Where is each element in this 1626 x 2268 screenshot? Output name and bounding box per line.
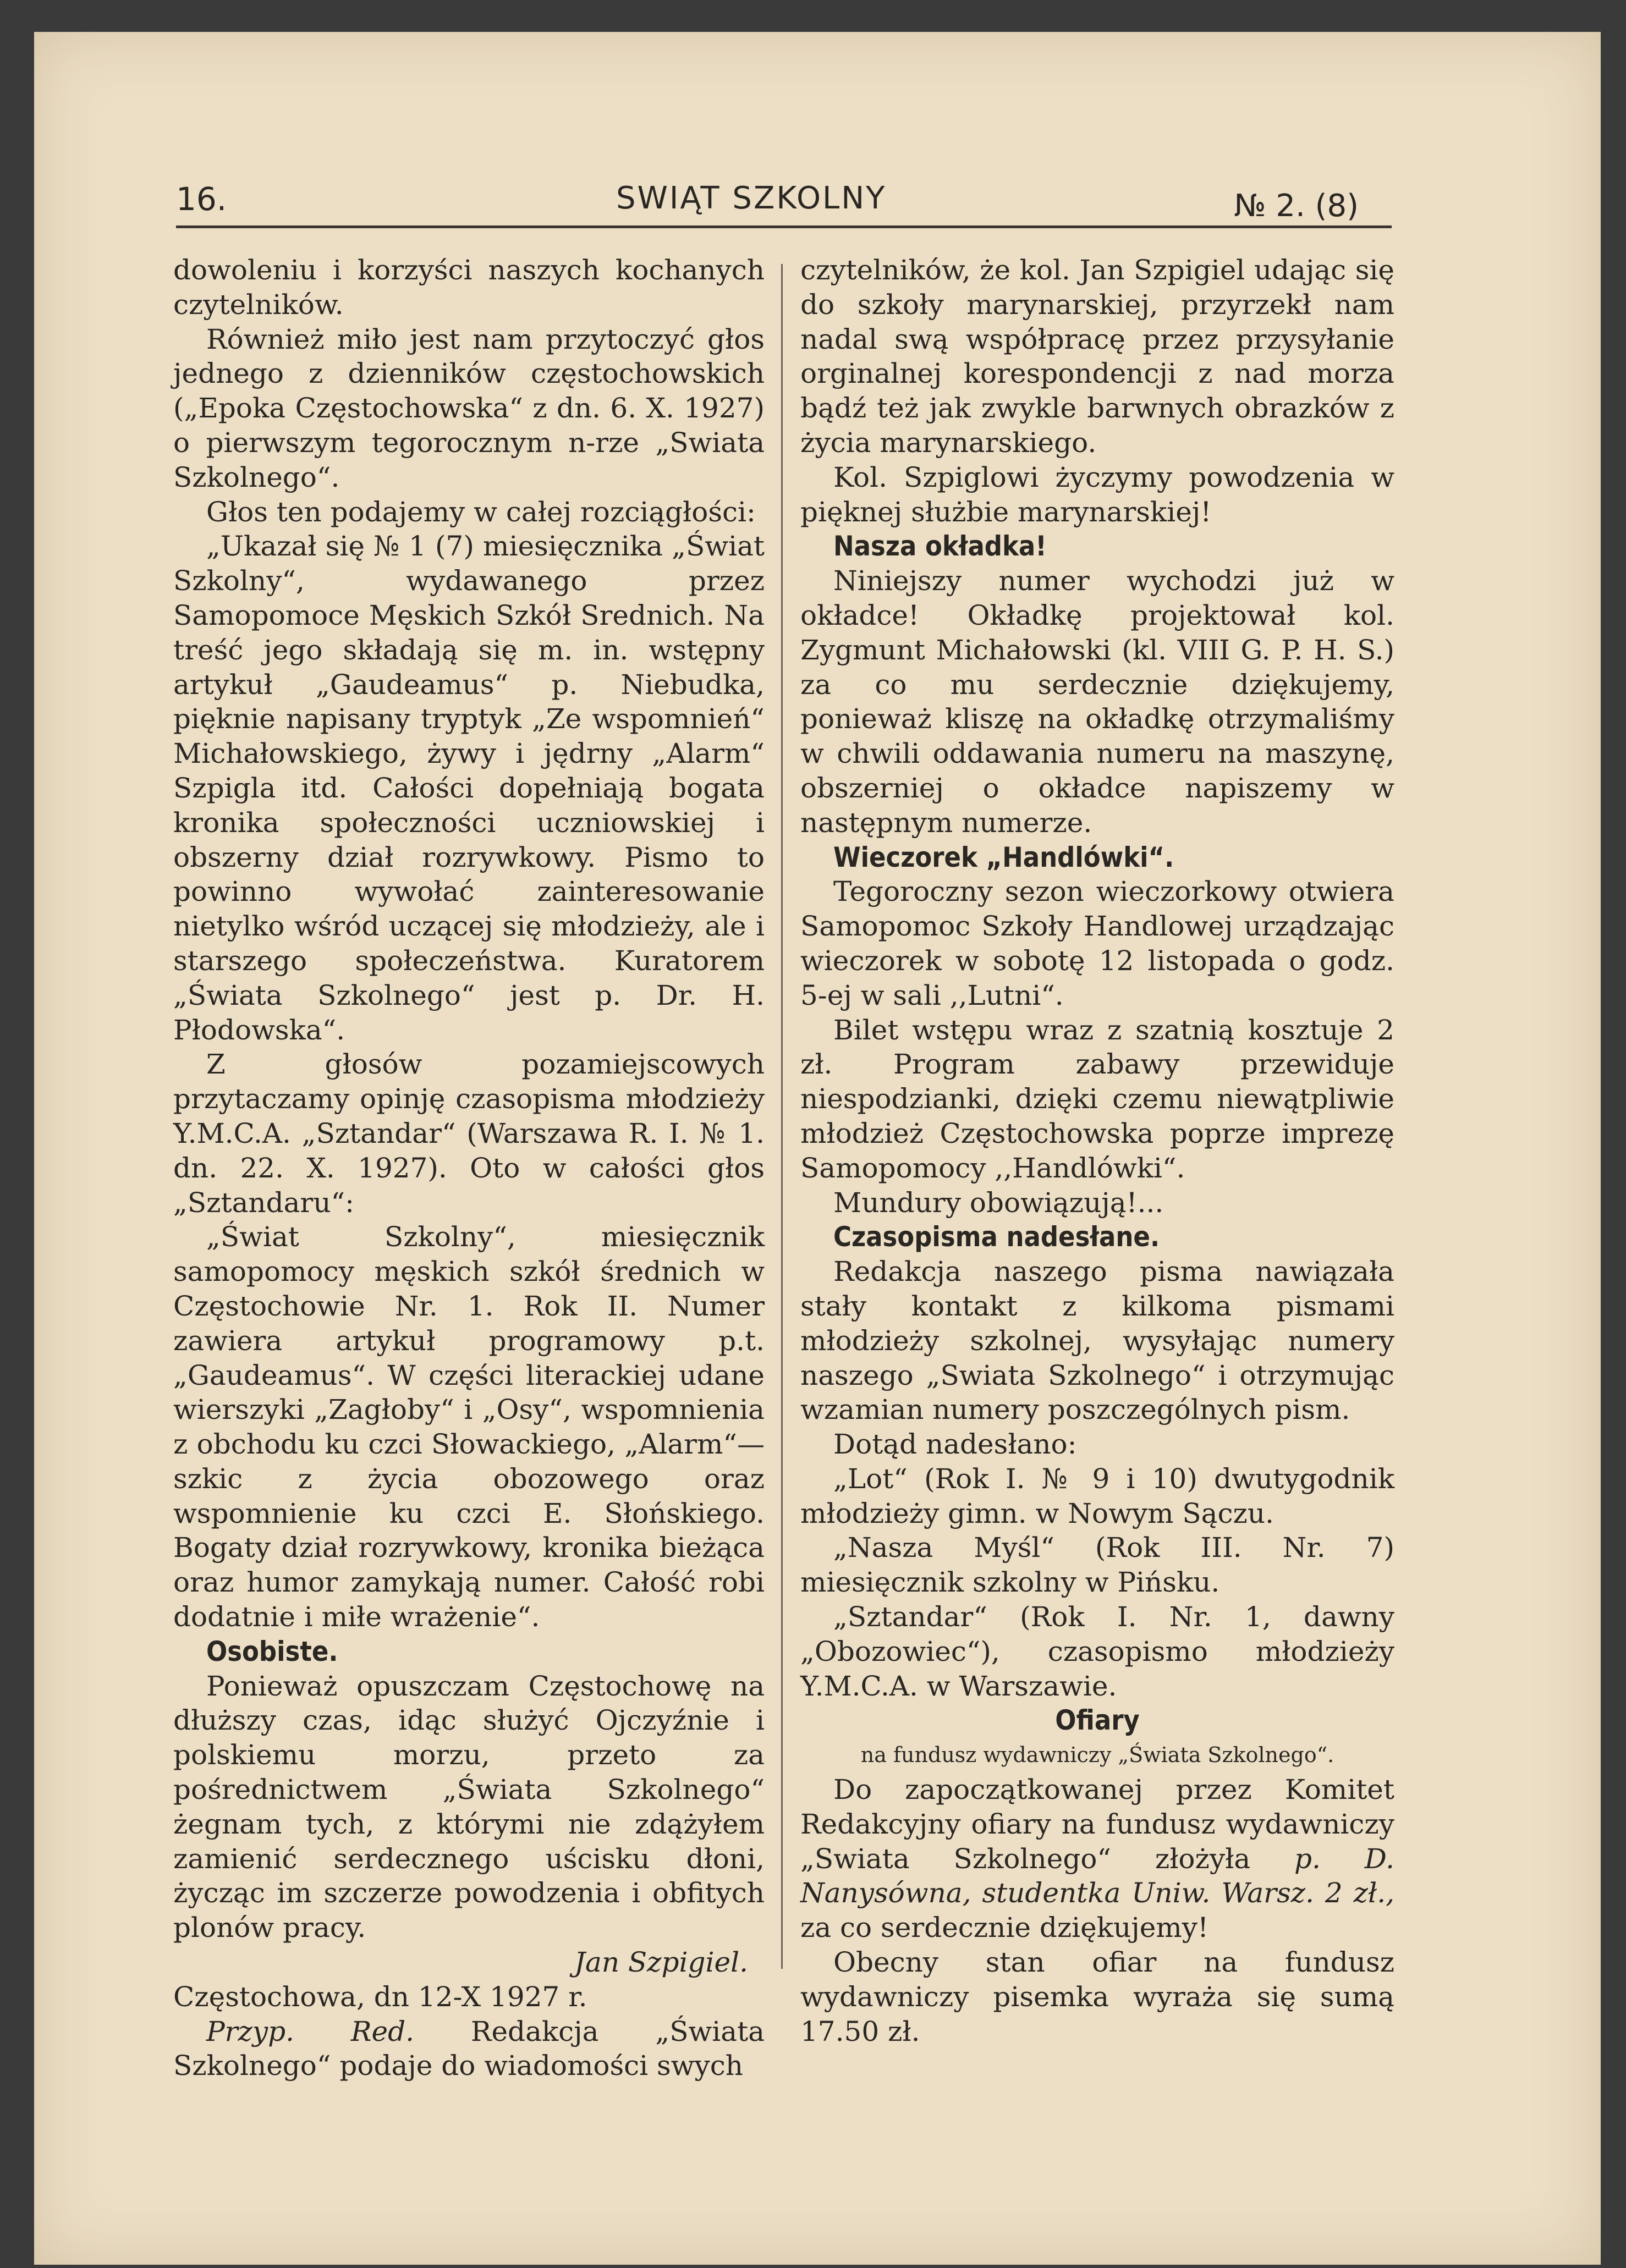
section-heading-czasopisma: Czasopisma nadesłane. bbox=[833, 1221, 1160, 1253]
signature: Jan Szpigiel. bbox=[574, 1946, 748, 1979]
section-heading-osobiste: Osobiste. bbox=[206, 1635, 338, 1667]
editor-note bbox=[173, 2014, 765, 2084]
column-divider bbox=[781, 264, 783, 1969]
donor-name: p. D. Nanysówna, studentka Uniw. Warsz. 2 zł., bbox=[800, 1842, 1394, 1909]
right-column bbox=[800, 253, 1394, 2049]
editor-note-label: Przyp. Red. bbox=[206, 2015, 414, 2047]
paragraph: Obecny stan ofiar na fundusz wydawniczy pisemka wyraża się sumą 17.50 zł. bbox=[800, 1946, 1394, 2047]
place-date: Częstochowa, dn 12-X 1927 r. bbox=[173, 1980, 587, 2013]
paragraph: Mundury obowiązują!... bbox=[833, 1186, 1164, 1219]
paragraph: „Nasza Myśl“ (Rok III. Nr. 7) miesięcznik szkolny w Pińsku. bbox=[800, 1532, 1394, 1599]
paragraph: Z głosów pozamiejscowych przytaczamy opinję czasopisma młodzieży Y.M.C.A. „Sztandar“ (Warszawa R. I. № 1. dn. 22. X. 1927). Oto w całości głos „Sztandaru“: bbox=[173, 1048, 765, 1219]
paragraph: Bilet wstępu wraz z szatnią kosztuje 2 zł. Program zabawy przewiduje niespodzianki, dzięki czemu niewątpliwie młodzież Częstochowska poprze imprezę Samopomocy ,,Handlówki“. bbox=[800, 1014, 1394, 1184]
paragraph: Redakcja naszego pisma nawiązała stały kontakt z kilkoma pismami młodzieży szkolnej, wysyłając numery naszego „Swiata Szkolnego“ i otrzymując wzamian numery poszczególnych pism. bbox=[800, 1256, 1394, 1426]
paragraph bbox=[800, 1772, 1394, 1945]
paragraph: „Ukazał się № 1 (7) miesięcznika „Świat Szkolny“, wydawanego przez Samopomoce Męskich Szkół Srednich. Na treść jego składają się m. in. wstępny artykuł „Gaudeamus“ p. Niebudka, pięknie napisany tryptyk „Ze wspomnień“ Michałowskiego, żywy i jędrny „Alarm“ Szpigla itd. Całości dopełniają bogata kronika społeczności uczniowskiej i obszerny dział rozrywkowy. Pismo to powinno wywołać zainteresowanie nietylko wśród uczącej się młodzieży, ale i starszego społeczeństwa. Kuratorem „Świata Szkolnego“ jest p. Dr. H. Płodowska“. bbox=[173, 530, 765, 1046]
page-number: 16. bbox=[176, 180, 227, 218]
paragraph: „Sztandar“ (Rok I. Nr. 1, dawny „Obozowiec“), czasopismo młodzieży Y.M.C.A. w Warszawie. bbox=[800, 1601, 1394, 1702]
page-header bbox=[176, 176, 1392, 228]
left-column bbox=[173, 253, 765, 2083]
paragraph: Ponieważ opuszczam Częstochowę na dłuższy czas, idąc służyć Ojczyźnie i polskiemu morzu, przeto za pośrednictwem „Świata Szkolnego“ żegnam tych, z którymi nie zdążyłem zamienić serdecznego uścisku dłoni, życząc im szczerze powodzenia i obfitych plonów pracy. bbox=[173, 1670, 765, 1944]
paragraph: Dotąd nadesłano: bbox=[833, 1428, 1077, 1461]
section-heading-wieczorek: Wieczorek „Handlówki“. bbox=[833, 841, 1174, 873]
paragraph: „Lot“ (Rok I. № 9 i 10) dwutygodnik młodzieży gimn. w Nowym Sączu. bbox=[800, 1462, 1394, 1529]
paragraph: Również miło jest nam przytoczyć głos jednego z dzienników częstochowskich („Epoka Częstochowska“ z dn. 6. X. 1927) o pierwszym tegorocznym n-rze „Swiata Szkolnego“. bbox=[173, 323, 765, 493]
paragraph: czytelników, że kol. Jan Szpigiel udając się do szkoły marynarskiej, przyrzekł nam nadal swą współpracę przez przysyłanie orginalnej korespondencji z nad morza bądź też jak zwykle barwnych obrazków z życia marynarskiego. bbox=[800, 254, 1394, 459]
paragraph: Niniejszy numer wychodzi już w okładce! Okładkę projektował kol. Zygmunt Michałowski (kl. VIII G. P. H. S.) za co mu serdecznie dziękujemy, ponieważ kliszę na okładkę otrzymaliśmy w chwili oddawania numeru na maszynę, obszerniej o okładce napiszemy w następnym numerze. bbox=[800, 565, 1394, 839]
paragraph: Tegoroczny sezon wieczorkowy otwiera Samopomoc Szkoły Handlowej urządzając wieczorek w sobotę 12 listopada o godz. 5-ej w sali ,,Lutni“. bbox=[800, 876, 1394, 1011]
issue-number: № 2. (8) bbox=[1234, 188, 1359, 224]
paragraph: dowoleniu i korzyści naszych kochanych czytelników. bbox=[173, 254, 765, 321]
editor-note-text: Redakcja „Świata Szkolnego“ podaje do wiadomości swych bbox=[173, 2015, 765, 2082]
section-subheading-ofiary: na fundusz wydawniczy „Świata Szkolnego“. bbox=[860, 1743, 1334, 1768]
donation-thanks: za co serdecznie dziękujemy! bbox=[800, 1912, 1209, 1944]
section-heading-okladka: Nasza okładka! bbox=[833, 530, 1047, 563]
section-heading-ofiary: Ofiary bbox=[1055, 1704, 1140, 1737]
paragraph: Kol. Szpiglowi życzymy powodzenia w pięknej służbie marynarskiej! bbox=[800, 461, 1394, 528]
paragraph: Głos ten podajemy w całej rozciągłości: bbox=[206, 496, 756, 528]
journal-title: SWIĄT SZKOLNY bbox=[616, 180, 887, 216]
donation-text: Do zapoczątkowanej przez Komitet Redakcyjny ofiary na fundusz wydawniczy „Swiata Szkolnego“ złożyła bbox=[800, 1774, 1394, 1875]
paragraph: „Świat Szkolny“, miesięcznik samopomocy męskich szkół średnich w Częstochowie Nr. 1. Rok II. Numer zawiera artykuł programowy p.t. „Gaudeamus“. W części literackiej udane wierszyki „Zagłoby“ i „Osy“, wspomnienia z obchodu ku czci Słowackiego, „Alarm“— szkic z życia obozowego oraz wspomnienie ku czci E. Słońskiego. Bogaty dział rozrywkowy, kronika bieżąca oraz humor zamykają numer. Całość robi dodatnie i miłe wrażenie“. bbox=[173, 1221, 765, 1633]
